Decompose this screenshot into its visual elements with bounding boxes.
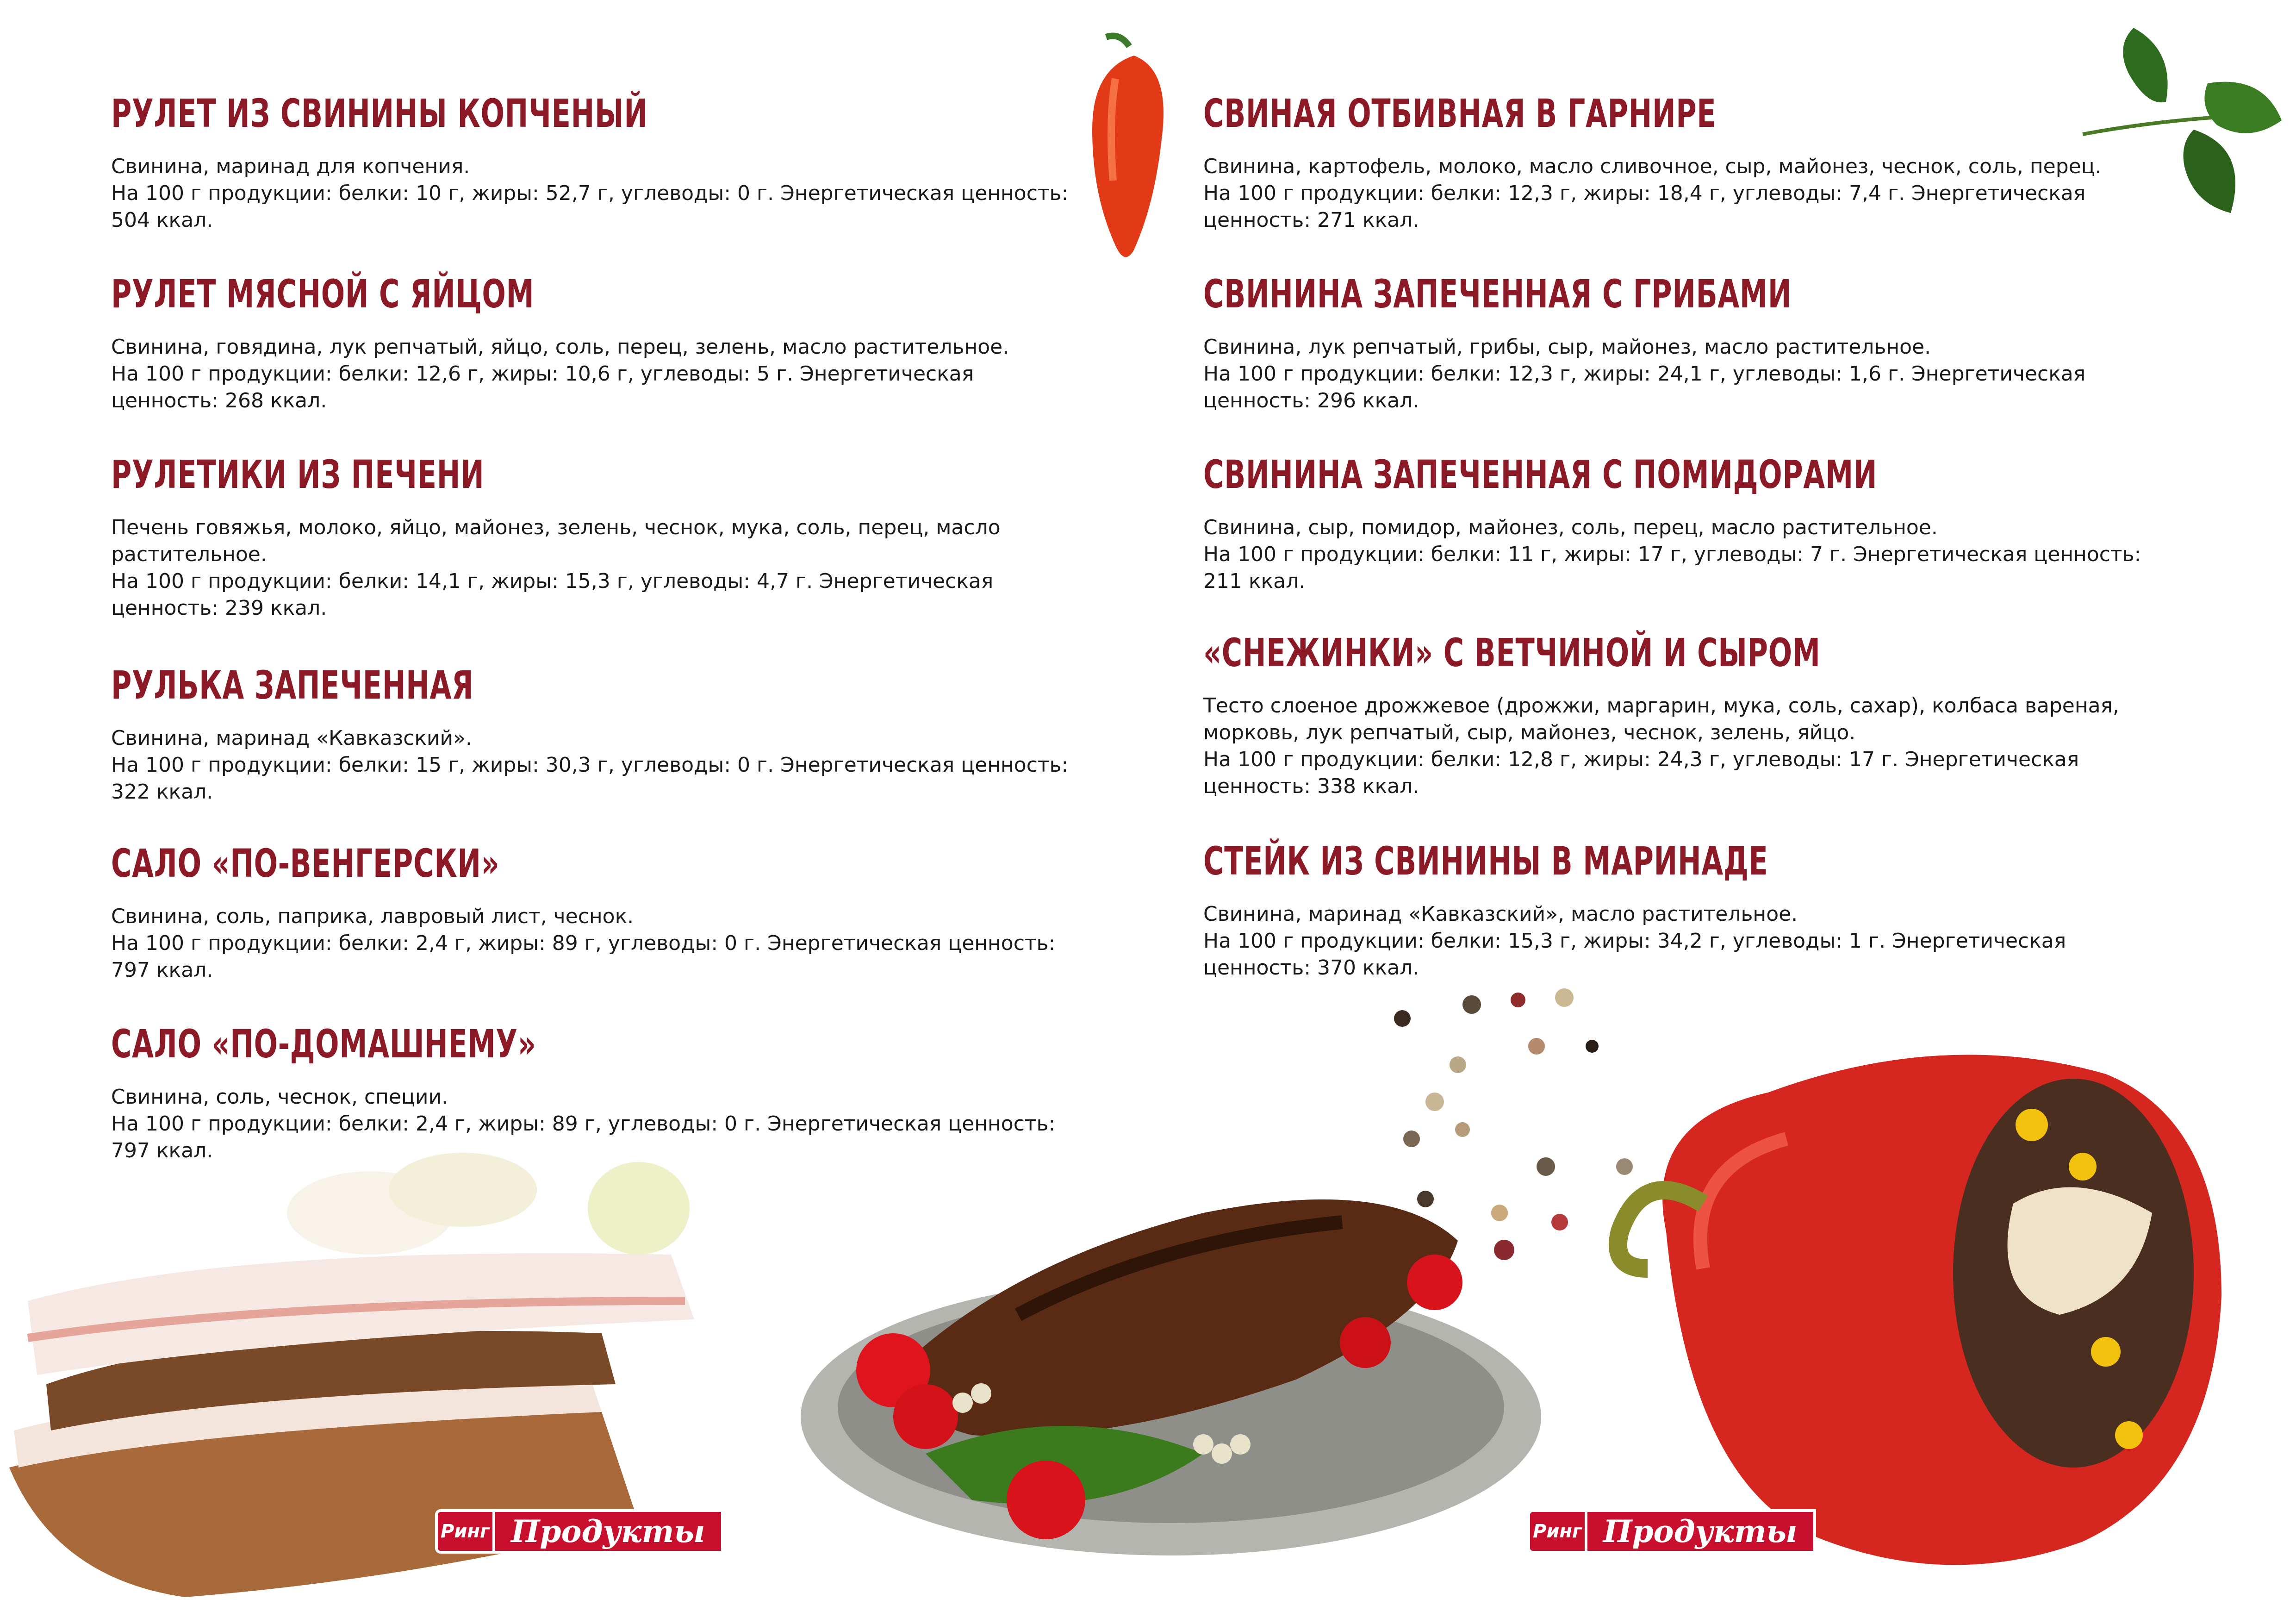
menu-item-title: СВИНАЯ ОТБИВНАЯ В ГАРНИРЕ xyxy=(1203,91,1717,136)
menu-item xyxy=(1203,90,2203,234)
menu-item xyxy=(111,840,1111,984)
menu-item-title: СВИНИНА ЗАПЕЧЕННАЯ С ГРИБАМИ xyxy=(1203,271,1792,317)
peppercorns-image xyxy=(1365,972,1736,1305)
menu-item-description: Свинина, соль, чеснок, специи. На 100 г продукции: белки: 2,4 г, жиры: 89 г, углеводы: 0 г. Энергетическая ценность: 797 ккал. xyxy=(111,1085,1056,1162)
menu-item-title: РУЛЕТИКИ ИЗ ПЕЧЕНИ xyxy=(111,452,485,497)
menu-item xyxy=(1203,271,2203,414)
menu-item-description: Свинина, маринад «Кавказский». На 100 г продукции: белки: 15 г, жиры: 30,3 г, углеводы: 0 г. Энергетическая ценность: 322 ккал. xyxy=(111,726,1069,804)
menu-item-title: САЛО «ПО-ДОМАШНЕМУ» xyxy=(111,1021,536,1067)
menu-item xyxy=(111,1021,1111,1164)
menu-item xyxy=(1203,838,2203,981)
menu-item-title: РУЛЕТ МЯСНОЙ С ЯЙЦОМ xyxy=(111,271,535,317)
brand-logo-mark: Ринг xyxy=(435,1509,495,1554)
brand-logo xyxy=(1527,1509,1816,1554)
menu-item-description: Свинина, маринад для копчения. На 100 г продукции: белки: 10 г, жиры: 52,7 г, углеводы: 0 г. Энергетическая ценность: 504 ккал. xyxy=(111,155,1069,232)
brand-logo-mark: Ринг xyxy=(1527,1509,1587,1554)
menu-item xyxy=(111,90,1111,234)
menu-item-description: Свинина, соль, паприка, лавровый лист, чеснок. На 100 г продукции: белки: 2,4 г, жиры: 89 г, углеводы: 0 г. Энергетическая ценность: 797 ккал. xyxy=(111,905,1056,982)
menu-item-title: САЛО «ПО-ВЕНГЕРСКИ» xyxy=(111,841,500,886)
menu-item-description: Свинина, лук репчатый, грибы, сыр, майонез, масло растительное. На 100 г продукции: белки: 12,3 г, жиры: 24,1 г, углеводы: 1,6 г. Энергетическая ценность: 296 ккал. xyxy=(1203,335,2086,412)
menu-item-title: РУЛЬКА ЗАПЕЧЕННАЯ xyxy=(111,662,474,708)
menu-item-description: Печень говяжья, молоко, яйцо, майонез, зелень, чеснок, мука, соль, перец, масло растительное. На 100 г продукции: белки: 14,1 г, жиры: 15,3 г, углеводы: 4,7 г. Энергетическая ценность: 239 ккал. xyxy=(111,516,1001,620)
menu-item-title: СТЕЙК ИЗ СВИНИНЫ В МАРИНАДЕ xyxy=(1203,838,1768,884)
menu-item-description: Свинина, маринад «Кавказский», масло растительное. На 100 г продукции: белки: 15,3 г, жиры: 34,2 г, углеводы: 1 г. Энергетическая ценность: 370 ккал. xyxy=(1203,902,2066,980)
menu-item-description: Свинина, картофель, молоко, масло сливочное, сыр, майонез, чеснок, соль, перец. На 100 г продукции: белки: 12,3 г, жиры: 18,4 г, углеводы: 7,4 г. Энергетическая ценность: 271 ккал. xyxy=(1203,155,2102,232)
menu-item-description: Свинина, сыр, помидор, майонез, соль, перец, масло растительное. На 100 г продукции: белки: 11 г, жиры: 17 г, углеводы: 7 г. Энергетическая ценность: 211 ккал. xyxy=(1203,516,2141,593)
menu-item xyxy=(111,662,1111,806)
menu-item-title: РУЛЕТ ИЗ СВИНИНЫ КОПЧЕНЫЙ xyxy=(111,91,648,136)
brand-logo-word: Продукты xyxy=(1587,1509,1816,1554)
menu-item-title: «СНЕЖИНКИ» С ВЕТЧИНОЙ И СЫРОМ xyxy=(1203,630,1821,675)
menu-item-title: СВИНИНА ЗАПЕЧЕННАЯ С ПОМИДОРАМИ xyxy=(1203,452,1878,497)
menu-item-description: Свинина, говядина, лук репчатый, яйцо, соль, перец, зелень, масло растительное. На 100 г продукции: белки: 12,6 г, жиры: 10,6 г, углеводы: 5 г. Энергетическая ценность: 268 ккал. xyxy=(111,335,1009,412)
brand-logo-word: Продукты xyxy=(495,1509,724,1554)
menu-item xyxy=(1203,630,2203,800)
menu-item xyxy=(1203,451,2203,595)
brand-logo xyxy=(435,1509,724,1554)
menu-item-description: Тесто слоеное дрожжевое (дрожжи, маргарин, мука, соль, сахар), колбаса вареная, морковь, лук репчатый, сыр, майонез, чеснок, зелень, яйцо. На 100 г продукции: белки: 12,8 г, жиры: 24,3 г, углеводы: 17 г. Энергетическая ценность: 338 ккал. xyxy=(1203,694,2120,798)
menu-item xyxy=(111,451,1111,622)
menu-item xyxy=(111,271,1111,414)
